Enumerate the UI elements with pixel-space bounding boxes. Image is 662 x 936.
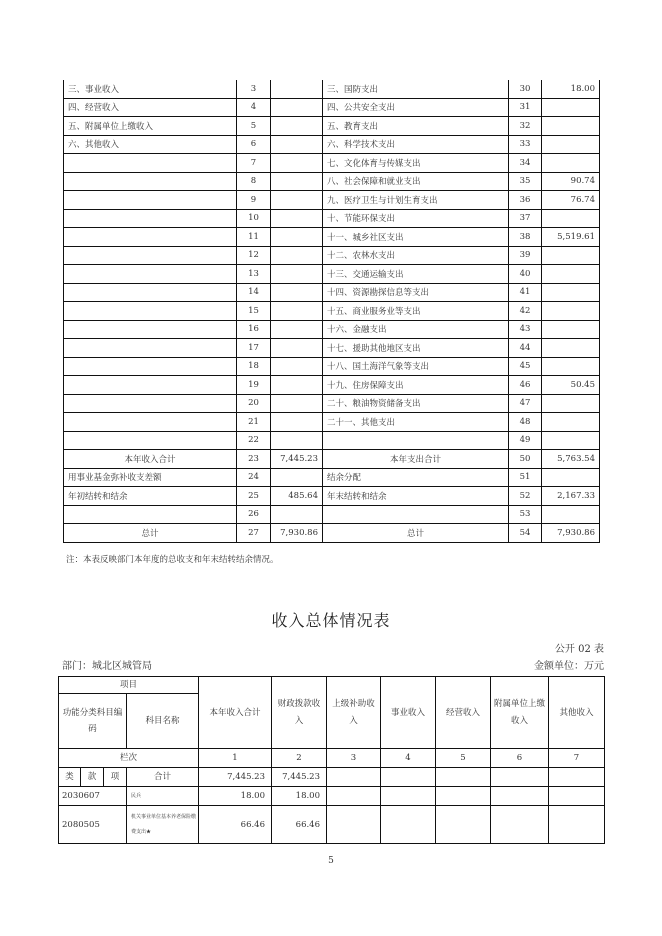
- expense-amount: 76.74: [542, 191, 600, 210]
- header-kuan: 款: [81, 768, 104, 787]
- income-item: [64, 154, 237, 173]
- summary-row: [64, 524, 600, 543]
- income-line-no: 27: [237, 524, 271, 543]
- expense-item: 六、科学技术支出: [323, 135, 509, 154]
- income-line-no: 6: [237, 135, 271, 154]
- expense-line-no: 51: [509, 468, 542, 487]
- department-label: 部门：城北区城管局: [62, 661, 152, 672]
- summary-row: [64, 450, 600, 469]
- expense-line-no: 48: [509, 413, 542, 432]
- column-number: 6: [491, 749, 549, 768]
- header-col-3: 上级补助收入: [327, 677, 381, 749]
- income-line-no: 5: [237, 117, 271, 136]
- expense-item: 八、社会保障和就业支出: [323, 172, 509, 191]
- expense-amount: 18.00: [542, 80, 600, 98]
- expense-line-no: 33: [509, 135, 542, 154]
- expense-item: 三、国防支出: [323, 80, 509, 98]
- income-item: [64, 191, 237, 210]
- summary-row: [64, 487, 600, 506]
- income-line-no: 3: [237, 80, 271, 98]
- expense-line-no: 54: [509, 524, 542, 543]
- subject-name: 民兵: [127, 787, 199, 806]
- income-value: [436, 787, 491, 806]
- income-amount: [271, 191, 323, 210]
- expense-line-no: 30: [509, 80, 542, 98]
- income-item: 六、其他收入: [64, 135, 237, 154]
- income-line-no: 11: [237, 228, 271, 247]
- income-item: [64, 265, 237, 284]
- header-func-code: 功能分类科目编码: [59, 694, 127, 749]
- income-amount: [271, 228, 323, 247]
- header-xiang: 项: [104, 768, 127, 787]
- expense-item: 本年支出合计: [323, 450, 509, 469]
- income-amount: [271, 135, 323, 154]
- expense-item: 十一、城乡社区支出: [323, 228, 509, 247]
- income-line-no: 7: [237, 154, 271, 173]
- income-value: [491, 787, 549, 806]
- income-amount: [271, 431, 323, 450]
- column-number: 1: [199, 749, 272, 768]
- income-item: 五、附属单位上缴收入: [64, 117, 237, 136]
- expense-amount: 90.74: [542, 172, 600, 191]
- header-col-6: 附属单位上缴收入: [491, 677, 549, 749]
- income-item: 用事业基金弥补收支差额: [64, 468, 237, 487]
- income-line-no: 9: [237, 191, 271, 210]
- income-expense-summary-table: [63, 80, 600, 543]
- income-amount: [271, 413, 323, 432]
- income-item: 总计: [64, 524, 237, 543]
- expense-item: 十三、交通运输支出: [323, 265, 509, 284]
- total-value: [549, 768, 605, 787]
- expense-item: 十八、国土海洋气象等支出: [323, 357, 509, 376]
- summary-row: [64, 98, 600, 117]
- summary-row: [64, 246, 600, 265]
- income-value: 18.00: [199, 787, 272, 806]
- income-line-no: 13: [237, 265, 271, 284]
- total-value: 7,445.23: [199, 768, 272, 787]
- income-amount: 485.64: [271, 487, 323, 506]
- summary-row: [64, 302, 600, 321]
- column-number: 4: [381, 749, 436, 768]
- total-value: [491, 768, 549, 787]
- income-item: [64, 209, 237, 228]
- income-amount: [271, 172, 323, 191]
- expense-item: 十四、资源勘探信息等支出: [323, 283, 509, 302]
- summary-row: [64, 283, 600, 302]
- expense-line-no: 43: [509, 320, 542, 339]
- income-row: [59, 787, 605, 806]
- income-line-no: 18: [237, 357, 271, 376]
- income-amount: [271, 265, 323, 284]
- income-line-no: 26: [237, 505, 271, 524]
- expense-amount: [542, 468, 600, 487]
- income-value: 66.46: [272, 806, 327, 844]
- expense-item: [323, 505, 509, 524]
- income-line-no: 24: [237, 468, 271, 487]
- expense-line-no: 41: [509, 283, 542, 302]
- expense-line-no: 49: [509, 431, 542, 450]
- income-value: 18.00: [272, 787, 327, 806]
- expense-item: 四、公共安全支出: [323, 98, 509, 117]
- income-amount: [271, 376, 323, 395]
- income-amount: [271, 98, 323, 117]
- summary-row: [64, 505, 600, 524]
- header-column-index: 栏次: [59, 749, 199, 768]
- income-line-no: 12: [237, 246, 271, 265]
- income-value: [436, 806, 491, 844]
- expense-item: 十二、农林水支出: [323, 246, 509, 265]
- income-amount: [271, 246, 323, 265]
- income-item: [64, 413, 237, 432]
- income-value: [549, 806, 605, 844]
- total-value: [327, 768, 381, 787]
- income-line-no: 16: [237, 320, 271, 339]
- column-number: 7: [549, 749, 605, 768]
- expense-amount: 7,930.86: [542, 524, 600, 543]
- expense-item: 二十一、其他支出: [323, 413, 509, 432]
- income-amount: [271, 339, 323, 358]
- expense-amount: [542, 265, 600, 284]
- subject-code: 2080505: [59, 806, 127, 844]
- unit-label: 金额单位：万元: [534, 661, 604, 672]
- expense-amount: [542, 394, 600, 413]
- expense-amount: [542, 431, 600, 450]
- expense-item: 结余分配: [323, 468, 509, 487]
- income-amount: [271, 468, 323, 487]
- expense-amount: [542, 302, 600, 321]
- income-overview-table: [58, 676, 605, 844]
- expense-line-no: 32: [509, 117, 542, 136]
- income-item: [64, 505, 237, 524]
- table-code: 公开 02 表: [554, 644, 604, 655]
- expense-line-no: 53: [509, 505, 542, 524]
- income-item: [64, 320, 237, 339]
- income-amount: 7,445.23: [271, 450, 323, 469]
- subject-code: 2030607: [59, 787, 127, 806]
- column-number: 5: [436, 749, 491, 768]
- income-amount: [271, 117, 323, 136]
- expense-line-no: 46: [509, 376, 542, 395]
- income-amount: [271, 209, 323, 228]
- summary-row: [64, 376, 600, 395]
- income-line-no: 23: [237, 450, 271, 469]
- income-item: [64, 228, 237, 247]
- summary-row: [64, 431, 600, 450]
- expense-line-no: 40: [509, 265, 542, 284]
- total-value: 7,445.23: [272, 768, 327, 787]
- income-amount: [271, 302, 323, 321]
- income-amount: [271, 394, 323, 413]
- expense-item: 五、教育支出: [323, 117, 509, 136]
- income-value: [549, 787, 605, 806]
- total-value: [436, 768, 491, 787]
- expense-line-no: 44: [509, 339, 542, 358]
- header-col-5: 经营收入: [436, 677, 491, 749]
- expense-item: 十七、援助其他地区支出: [323, 339, 509, 358]
- income-amount: 7,930.86: [271, 524, 323, 543]
- column-number: 2: [272, 749, 327, 768]
- income-value: [327, 787, 381, 806]
- income-line-no: 15: [237, 302, 271, 321]
- page-title: 收入总体情况表: [271, 611, 391, 630]
- expense-amount: [542, 135, 600, 154]
- income-line-no: 10: [237, 209, 271, 228]
- income-item: [64, 246, 237, 265]
- income-item: 年初结转和结余: [64, 487, 237, 506]
- subject-name: 机关事业单位基本养老保险缴费支出★: [127, 806, 199, 844]
- expense-line-no: 34: [509, 154, 542, 173]
- expense-amount: [542, 209, 600, 228]
- header-col-4: 事业收入: [381, 677, 436, 749]
- expense-line-no: 35: [509, 172, 542, 191]
- income-line-no: 25: [237, 487, 271, 506]
- income-line-no: 22: [237, 431, 271, 450]
- total-label: 合计: [127, 768, 199, 787]
- income-item: 四、经营收入: [64, 98, 237, 117]
- income-item: [64, 283, 237, 302]
- summary-row: [64, 468, 600, 487]
- expense-line-no: 52: [509, 487, 542, 506]
- summary-row: [64, 154, 600, 173]
- income-line-no: 17: [237, 339, 271, 358]
- expense-item: 十九、住房保障支出: [323, 376, 509, 395]
- expense-amount: 5,519.61: [542, 228, 600, 247]
- summary-row: [64, 117, 600, 136]
- income-item: [64, 376, 237, 395]
- summary-row: [64, 191, 600, 210]
- expense-item: 十、节能环保支出: [323, 209, 509, 228]
- expense-line-no: 36: [509, 191, 542, 210]
- expense-item: 年末结转和结余: [323, 487, 509, 506]
- income-amount: [271, 283, 323, 302]
- expense-line-no: 42: [509, 302, 542, 321]
- summary-row: [64, 265, 600, 284]
- income-line-no: 20: [237, 394, 271, 413]
- income-item: [64, 172, 237, 191]
- expense-amount: [542, 283, 600, 302]
- summary-row: [64, 80, 600, 98]
- header-col-7: 其他收入: [549, 677, 605, 749]
- income-line-no: 4: [237, 98, 271, 117]
- expense-item: [323, 431, 509, 450]
- page-number: 5: [328, 856, 334, 866]
- expense-item: 七、文化体育与传媒支出: [323, 154, 509, 173]
- header-subject-name: 科目名称: [127, 694, 199, 749]
- expense-item: 二十、粮油物资储备支出: [323, 394, 509, 413]
- income-line-no: 19: [237, 376, 271, 395]
- expense-line-no: 47: [509, 394, 542, 413]
- income-value: [381, 806, 436, 844]
- expense-item: 十六、金融支出: [323, 320, 509, 339]
- income-value: [381, 787, 436, 806]
- income-row: [59, 806, 605, 844]
- header-col-1: 本年收入合计: [199, 677, 272, 749]
- summary-row: [64, 209, 600, 228]
- income-amount: [271, 505, 323, 524]
- income-item: 三、事业收入: [64, 80, 237, 98]
- expense-amount: [542, 154, 600, 173]
- expense-item: 总计: [323, 524, 509, 543]
- summary-row: [64, 413, 600, 432]
- expense-item: 十五、商业服务业等支出: [323, 302, 509, 321]
- expense-line-no: 38: [509, 228, 542, 247]
- expense-amount: [542, 339, 600, 358]
- income-amount: [271, 80, 323, 98]
- income-line-no: 14: [237, 283, 271, 302]
- header-col-2: 财政拨款收入: [272, 677, 327, 749]
- income-line-no: 8: [237, 172, 271, 191]
- income-item: [64, 431, 237, 450]
- header-lei: 类: [59, 768, 81, 787]
- income-line-no: 21: [237, 413, 271, 432]
- expense-item: 九、医疗卫生与计划生育支出: [323, 191, 509, 210]
- expense-amount: [542, 357, 600, 376]
- expense-amount: 5,763.54: [542, 450, 600, 469]
- income-value: [327, 806, 381, 844]
- income-amount: [271, 154, 323, 173]
- summary-row: [64, 228, 600, 247]
- total-value: [381, 768, 436, 787]
- expense-amount: [542, 117, 600, 136]
- summary-row: [64, 394, 600, 413]
- expense-line-no: 31: [509, 98, 542, 117]
- column-number: 3: [327, 749, 381, 768]
- summary-row: [64, 339, 600, 358]
- expense-line-no: 37: [509, 209, 542, 228]
- summary-row: [64, 135, 600, 154]
- expense-line-no: 50: [509, 450, 542, 469]
- expense-amount: [542, 505, 600, 524]
- expense-amount: [542, 413, 600, 432]
- income-item: [64, 302, 237, 321]
- income-item: [64, 394, 237, 413]
- expense-amount: [542, 320, 600, 339]
- expense-amount: 50.45: [542, 376, 600, 395]
- summary-row: [64, 320, 600, 339]
- summary-row: [64, 357, 600, 376]
- expense-amount: 2,167.33: [542, 487, 600, 506]
- income-amount: [271, 357, 323, 376]
- income-amount: [271, 320, 323, 339]
- income-value: 66.46: [199, 806, 272, 844]
- header-project: 项目: [59, 677, 199, 694]
- income-item: 本年收入合计: [64, 450, 237, 469]
- income-item: [64, 339, 237, 358]
- expense-amount: [542, 98, 600, 117]
- expense-line-no: 45: [509, 357, 542, 376]
- table-note: 注：本表反映部门本年度的总收支和年末结转结余情况。: [66, 555, 279, 565]
- summary-row: [64, 172, 600, 191]
- expense-amount: [542, 246, 600, 265]
- income-value: [491, 806, 549, 844]
- income-item: [64, 357, 237, 376]
- expense-line-no: 39: [509, 246, 542, 265]
